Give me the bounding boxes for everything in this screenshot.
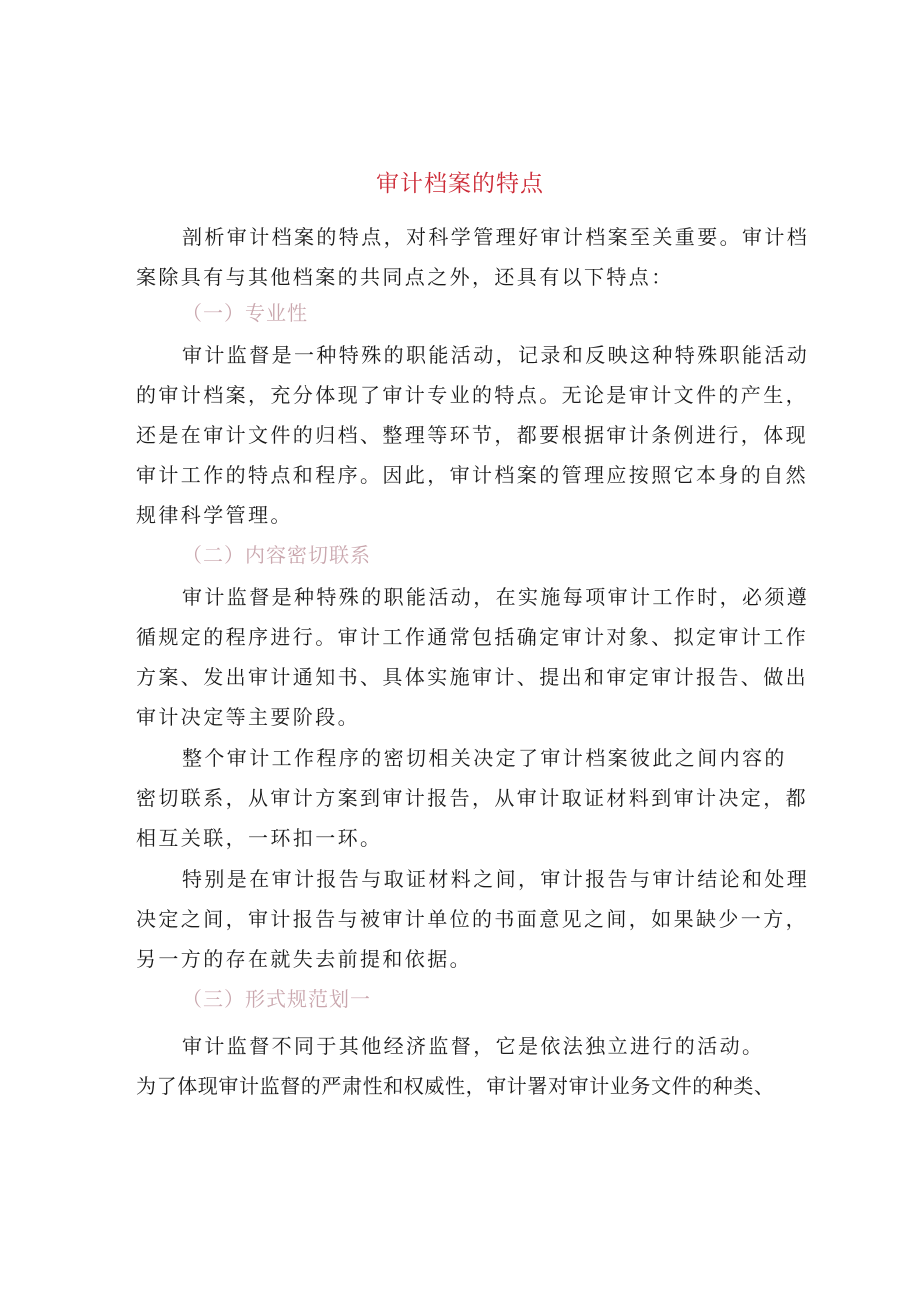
paragraph-line: 循规定的程序进行。审计工作通常包括确定审计对象、拟定审计工作 bbox=[136, 625, 808, 649]
paragraph-line: 为了体现审计监督的严肃性和权威性，审计署对审计业务文件的种类、 bbox=[136, 1074, 775, 1098]
paragraph-line: 还是在审计文件的归档、整理等环节，都要根据审计条例进行，体现 bbox=[136, 423, 808, 447]
paragraph-line: 审计监督不同于其他经济监督，它是依法独立进行的活动。 bbox=[182, 1034, 765, 1058]
intro-line-1: 剖析审计档案的特点，对科学管理好审计档案至关重要。审计档 bbox=[182, 225, 810, 249]
paragraph-line: 审计监督是一种特殊的职能活动，记录和反映这种特殊职能活动 bbox=[182, 343, 810, 367]
section-heading-3: （三）形式规范划一 bbox=[182, 987, 371, 1011]
paragraph-line: 的审计档案，充分体现了审计专业的特点。无论是审计文件的产生， bbox=[136, 383, 808, 407]
paragraph-line: 审计监督是种特殊的职能活动，在实施每项审计工作时，必须遵 bbox=[182, 585, 810, 609]
paragraph-line: 另一方的存在就失去前提和依据。 bbox=[136, 947, 472, 971]
section-heading-1: （一）专业性 bbox=[182, 301, 308, 325]
intro-line-2: 案除具有与其他档案的共同点之外，还具有以下特点： bbox=[136, 265, 674, 289]
paragraph-line: 整个审计工作程序的密切相关决定了审计档案彼此之间内容的 bbox=[182, 746, 787, 770]
paragraph-line: 方案、发出审计通知书、具体实施审计、提出和审定审计报告、做出 bbox=[136, 665, 808, 689]
section-heading-2: （二）内容密切联系 bbox=[182, 543, 371, 567]
paragraph-line: 特别是在审计报告与取证材料之间，审计报告与审计结论和处理 bbox=[182, 867, 810, 891]
document-title: 审计档案的特点 bbox=[376, 171, 544, 197]
paragraph-line: 决定之间，审计报告与被审计单位的书面意见之间，如果缺少一方， bbox=[136, 907, 808, 931]
paragraph-line: 审计决定等主要阶段。 bbox=[136, 705, 360, 729]
paragraph-line: 审计工作的特点和程序。因此，审计档案的管理应按照它本身的自然 bbox=[136, 463, 808, 487]
paragraph-line: 规律科学管理。 bbox=[136, 503, 293, 527]
paragraph-line: 密切联系，从审计方案到审计报告，从审计取证材料到审计决定，都 bbox=[136, 786, 808, 810]
paragraph-line: 相互关联，一环扣一环。 bbox=[136, 826, 383, 850]
